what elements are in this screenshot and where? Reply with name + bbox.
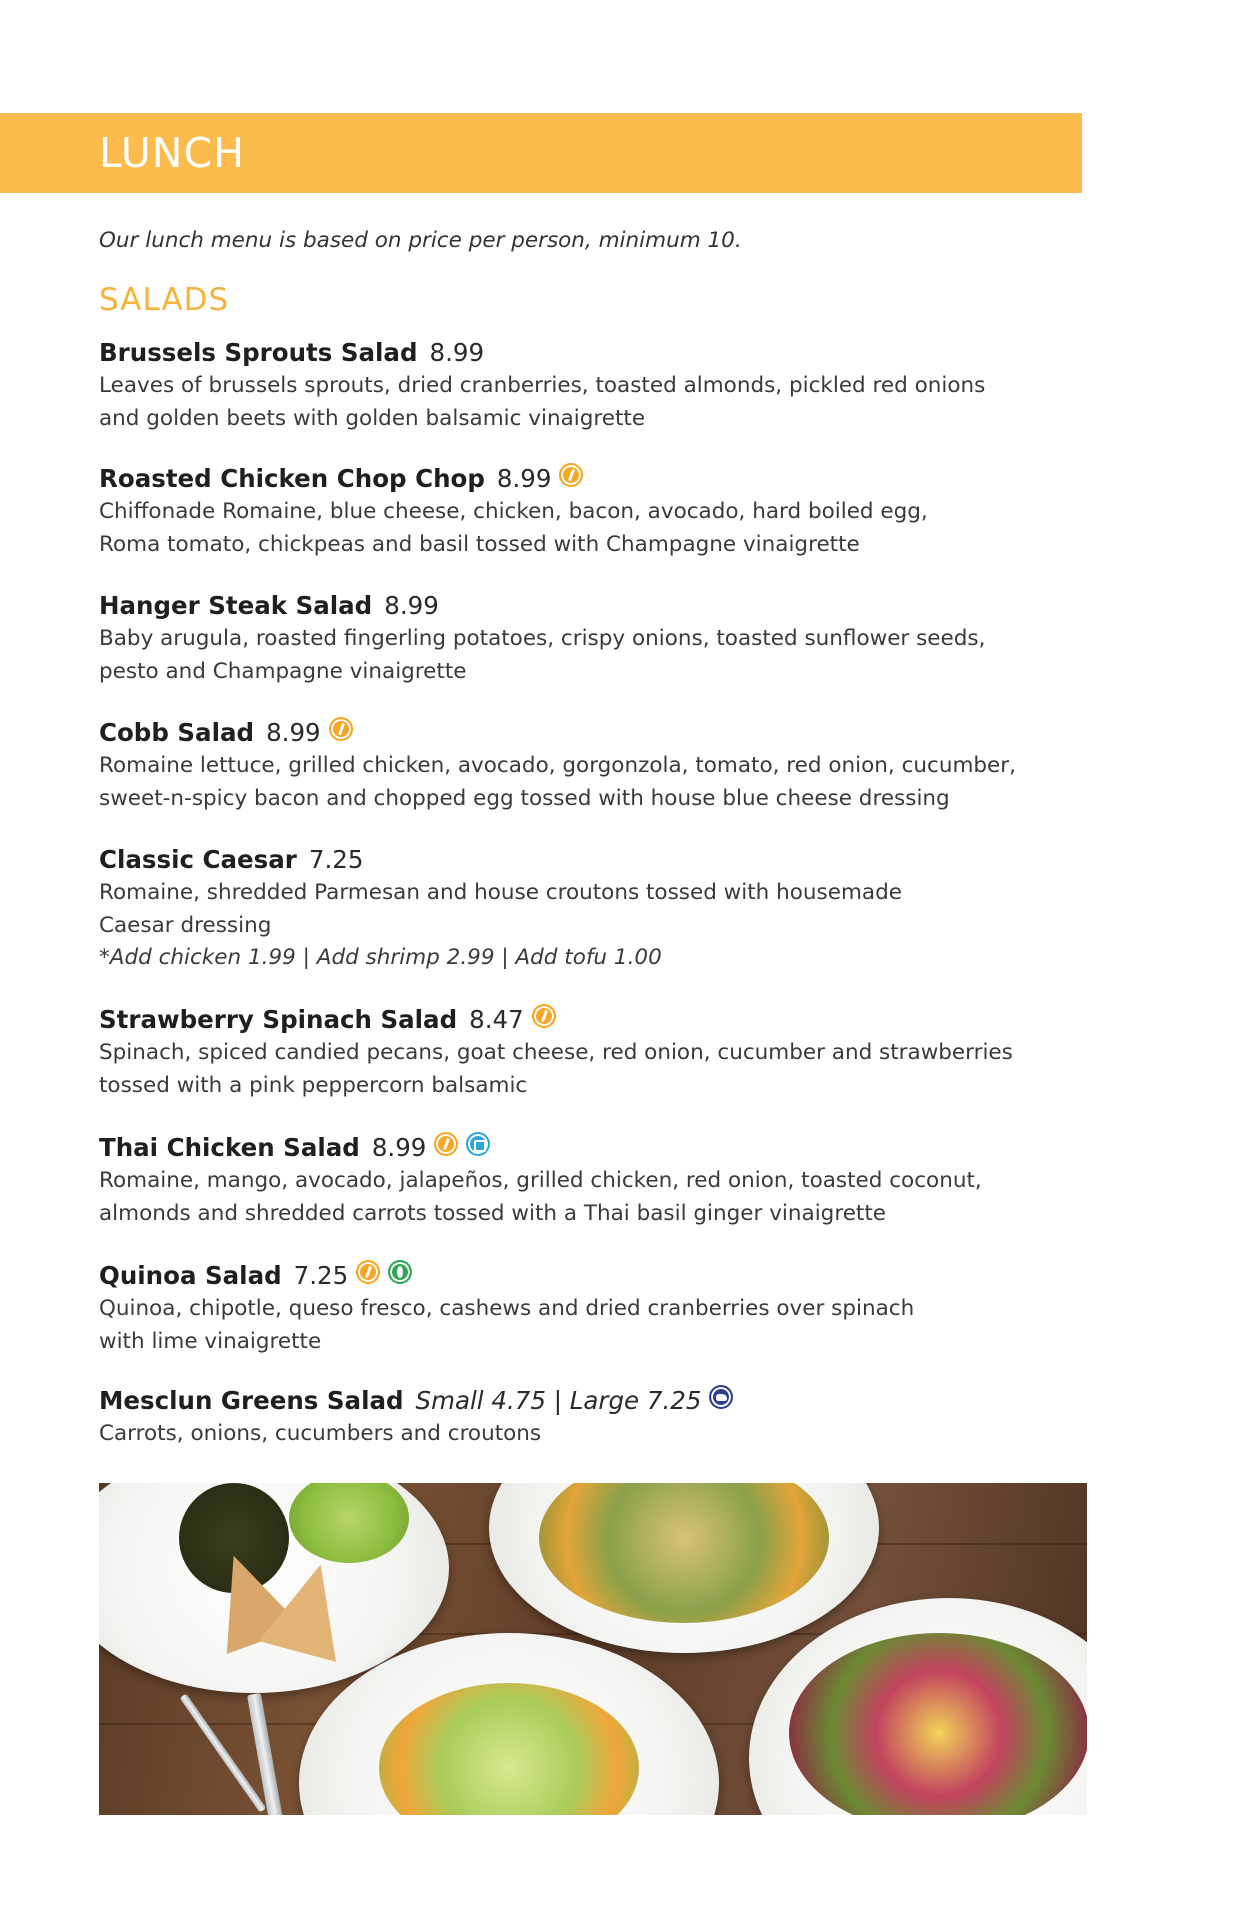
gluten-free-icon [559,463,583,487]
dairy-free-icon [466,1132,490,1156]
menu-item-header [99,336,1079,370]
menu-item-description [99,750,1079,815]
description-line: Romaine, shredded Parmesan and house croutons tossed with housemade [99,880,902,905]
menu-item [99,589,1079,688]
menu-item [99,1003,1079,1102]
menu-item-name: Mesclun Greens Salad [99,1386,404,1415]
description-line: almonds and shredded carrots tossed with a Thai basil ginger vinaigrette [99,1200,887,1226]
description-line: with lime vinaigrette [99,1328,322,1354]
menu-item [99,1384,1079,1451]
menu-item-header [99,716,1079,750]
menu-item [99,716,1079,815]
menu-item-name: Strawberry Spinach Salad [99,1005,458,1034]
menu-item [99,843,1079,974]
menu-item [99,1259,1079,1358]
menu-item-description [99,1418,1079,1451]
menu-item-price: 8.99 [266,718,321,747]
menu-item-name: Brussels Sprouts Salad [99,338,418,367]
menu-item [99,336,1079,435]
menu-item-header [99,462,1079,496]
description-line: Romaine, mango, avocado, jalapeños, grilled chicken, red onion, toasted coconut, [99,1168,982,1193]
menu-item [99,1131,1079,1230]
menu-item-price: 8.47 [469,1005,524,1034]
add-ons-note: *Add chicken 1.99 | Add shrimp 2.99 | Add tofu 1.00 [99,945,662,970]
gluten-free-icon [329,717,353,741]
menu-item-name: Hanger Steak Salad [99,591,373,620]
page-title: LUNCH [99,129,245,177]
menu-item-description [99,623,1079,688]
menu-item-description [99,1037,1079,1102]
menu-item-description [99,1293,1079,1358]
menu-item-price: Small 4.75 | Large 7.25 [415,1386,702,1415]
description-line: Romaine lettuce, grilled chicken, avocado, gorgonzola, tomato, red onion, cucumber, [99,753,1016,778]
gluten-free-icon [532,1004,556,1028]
menu-item [99,462,1079,561]
vegetarian-icon [388,1260,412,1284]
menu-item-price: 7.25 [308,845,364,874]
menu-item-header [99,843,1079,877]
description-line: Quinoa, chipotle, queso fresco, cashews and dried cranberries over spinach [99,1296,915,1321]
menu-item-name: Cobb Salad [99,718,255,747]
lunch-banner [0,113,1082,193]
beet-salad [789,1633,1087,1815]
description-line: Leaves of brussels sprouts, dried cranberries, toasted almonds, pickled red onions [99,373,986,398]
menu-item-header [99,1384,1079,1418]
menu-item-description [99,877,1079,942]
menu-item-header [99,1131,1079,1165]
menu-intro: Our lunch menu is based on price per person, minimum 10. [99,228,742,253]
menu-item-price: 8.99 [371,1133,427,1162]
menu-item-description [99,370,1079,435]
menu-item-header [99,589,1079,623]
description-line: Baby arugula, roasted fingerling potatoes, crispy onions, toasted sunflower seeds, [99,626,986,651]
menu-item-name: Classic Caesar [99,845,297,874]
menu-item-name: Quinoa Salad [99,1261,282,1290]
menu-item-header [99,1259,1079,1293]
section-title-salads: SALADS [99,282,230,318]
description-line: pesto and Champagne vinaigrette [99,658,467,684]
menu-item-name: Roasted Chicken Chop Chop [99,464,485,493]
description-line: Chiffonade Romaine, blue cheese, chicken, bacon, avocado, hard boiled egg, [99,499,928,524]
menu-item-price: 8.99 [496,464,552,493]
menu-item-price: 8.99 [429,338,485,367]
menu-item-description [99,496,1079,561]
description-line: and golden beets with golden balsamic vinaigrette [99,405,646,431]
menu-item-price: 7.25 [293,1261,349,1290]
description-line: tossed with a pink peppercorn balsamic [99,1072,528,1098]
menu-item-price: 8.99 [384,591,439,620]
gluten-free-icon [434,1132,458,1156]
description-line: Spinach, spiced candied pecans, goat cheese, red onion, cucumber and strawberries [99,1040,1013,1065]
menu-item-header [99,1003,1079,1037]
gluten-free-icon [356,1260,380,1284]
vegan-icon [709,1385,733,1409]
description-line: Caesar dressing [99,912,272,938]
menu-item-description [99,1165,1079,1230]
menu-item-name: Thai Chicken Salad [99,1133,360,1162]
description-line: Carrots, onions, cucumbers and croutons [99,1421,542,1446]
description-line: Roma tomato, chickpeas and basil tossed with Champagne vinaigrette [99,531,860,557]
description-line: sweet-n-spicy bacon and chopped egg tossed with house blue cheese dressing [99,785,950,811]
salad-plates-photo [99,1483,1087,1815]
